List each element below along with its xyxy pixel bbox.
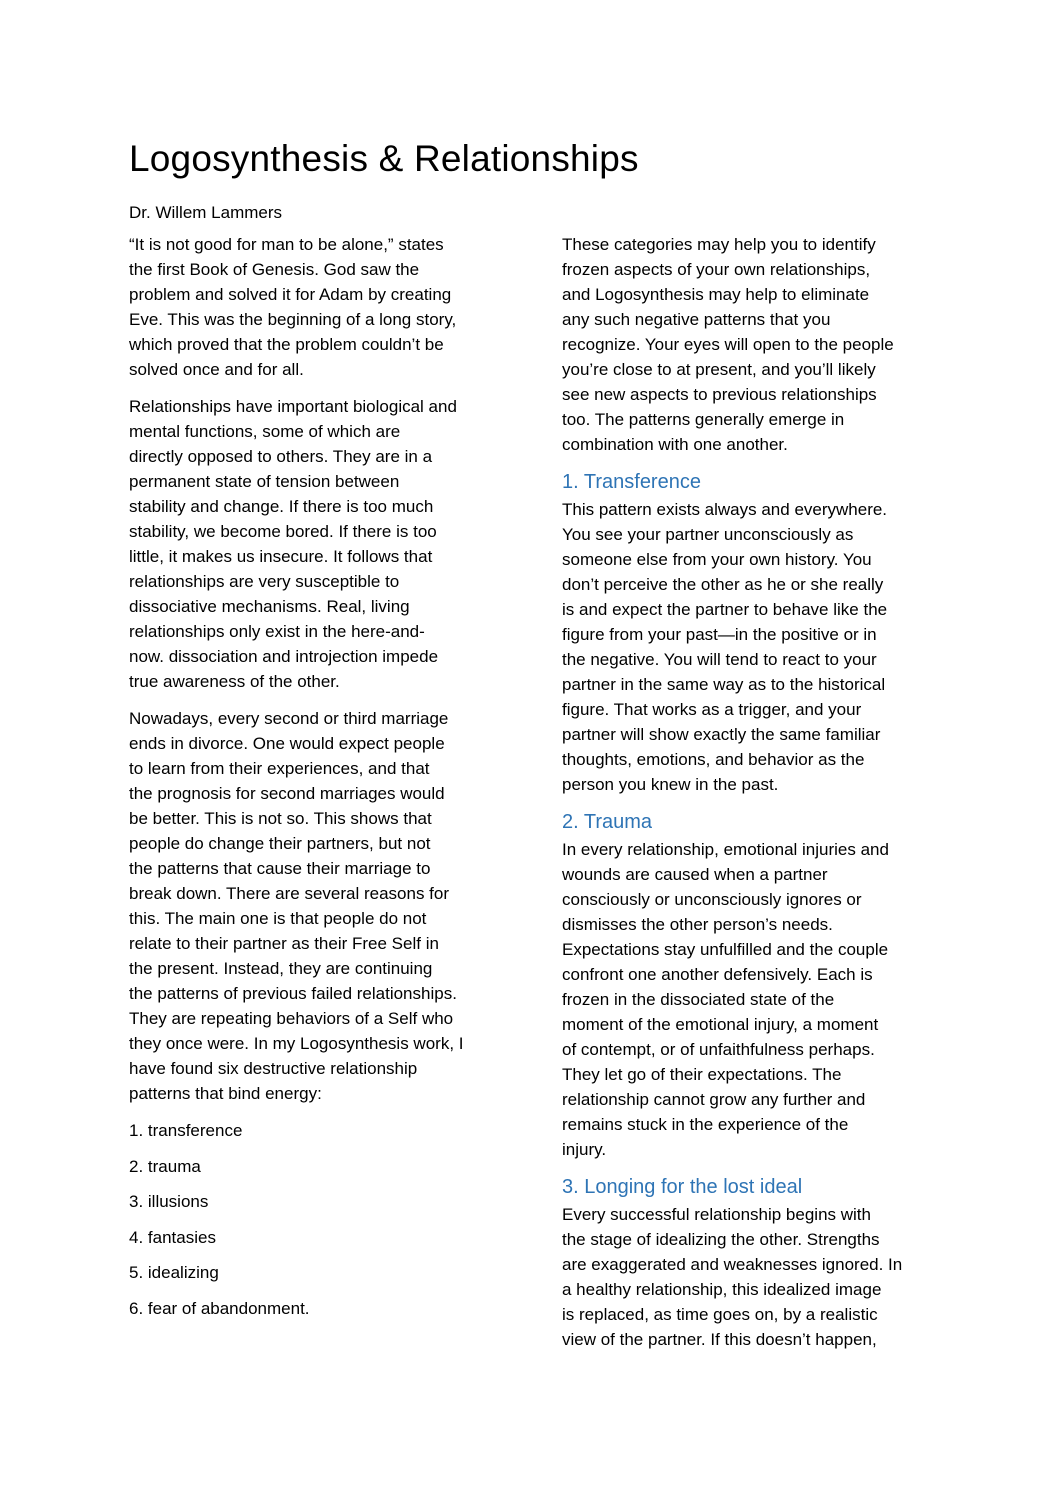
- text-line: little, it makes us insecure. It follows that: [129, 547, 433, 566]
- text-line: they once were. In my Logosynthesis work, I: [129, 1034, 464, 1053]
- list-item: 5. idealizing: [129, 1263, 219, 1282]
- text-line: permanent state of tension between: [129, 472, 400, 491]
- text-line: is replaced, as time goes on, by a realistic: [562, 1305, 878, 1324]
- text-line: of contempt, or of unfaithfulness perhaps.: [562, 1040, 875, 1059]
- text-line: this. The main one is that people do not: [129, 909, 427, 928]
- text-line: the stage of idealizing the other. Strengths: [562, 1230, 880, 1249]
- text-line: mental functions, some of which are: [129, 422, 401, 441]
- text-line: view of the partner. If this doesn’t happen,: [562, 1330, 877, 1349]
- text-line: patterns that bind energy:: [129, 1084, 322, 1103]
- text-line: break down. There are several reasons for: [129, 884, 450, 903]
- text-line: stability, we become bored. If there is too: [129, 522, 437, 541]
- text-line: the negative. You will tend to react to your: [562, 650, 877, 669]
- text-line: relate to their partner as their Free Self in: [129, 934, 439, 953]
- body-paragraph: [129, 706, 501, 1106]
- text-line: Every successful relationship begins with: [562, 1205, 871, 1224]
- text-line: Relationships have important biological and: [129, 397, 457, 416]
- text-line: solved once and for all.: [129, 360, 304, 379]
- left-paragraphs: [129, 232, 501, 1106]
- text-line: These categories may help you to identify: [562, 235, 876, 254]
- text-line: remains stuck in the experience of the: [562, 1115, 849, 1134]
- author-line: Dr. Willem Lammers: [129, 203, 283, 222]
- text-line: dissociative mechanisms. Real, living: [129, 597, 410, 616]
- text-line: are exaggerated and weaknesses ignored. In: [562, 1255, 903, 1274]
- text-line: relationships only exist in the here-and-: [129, 622, 425, 641]
- text-line: Expectations stay unfulfilled and the couple: [562, 940, 889, 959]
- pattern-list: [129, 1118, 501, 1331]
- text-line: you’re close to at present, and you’ll likely: [562, 360, 876, 379]
- text-line: combination with one another.: [562, 435, 788, 454]
- text-line: any such negative patterns that you: [562, 310, 831, 329]
- text-line: In every relationship, emotional injuries and: [562, 840, 889, 859]
- list-item: 4. fantasies: [129, 1227, 216, 1247]
- text-line: see new aspects to previous relationships: [562, 385, 877, 404]
- text-line: This pattern exists always and everywhere.: [562, 500, 888, 519]
- text-line: partner in the same way as to the historical: [562, 675, 886, 694]
- section-heading: 1. Transference: [562, 471, 701, 493]
- list-item: 2. trauma: [129, 1156, 201, 1176]
- text-line: dismisses the other person’s needs.: [562, 915, 833, 934]
- section-paragraph: [562, 497, 934, 797]
- text-line: too. The patterns generally emerge in: [562, 410, 845, 429]
- text-line: “It is not good for man to be alone,” states: [129, 235, 444, 254]
- text-line: to learn from their experiences, and that: [129, 759, 430, 778]
- text-line: the patterns that cause their marriage to: [129, 859, 431, 878]
- text-line: injury.: [562, 1140, 607, 1159]
- text-line: people do change their partners, but not: [129, 834, 431, 853]
- text-line: relationship cannot grow any further and: [562, 1090, 866, 1109]
- list-item: 3. illusions: [129, 1192, 209, 1211]
- text-line: partner will show exactly the same familiar: [562, 725, 881, 744]
- text-line: directly opposed to others. They are in a: [129, 447, 433, 466]
- text-line: frozen aspects of your own relationships,: [562, 260, 871, 279]
- text-line: now. dissociation and introjection impede: [129, 647, 439, 666]
- left-column: [129, 232, 501, 1331]
- intro-paragraph: [562, 232, 934, 457]
- text-line: problem and solved it for Adam by creating: [129, 285, 452, 304]
- text-line: the prognosis for second marriages would: [129, 784, 445, 803]
- text-line: be better. This is not so. This shows that: [129, 809, 432, 828]
- document-title: Logosynthesis & Relationships: [129, 138, 639, 179]
- text-line: which proved that the problem couldn’t be: [129, 335, 444, 354]
- text-line: person you knew in the past.: [562, 775, 779, 794]
- text-line: don’t perceive the other as he or she really: [562, 575, 884, 594]
- section-paragraph: [562, 1202, 934, 1352]
- text-line: someone else from your own history. You: [562, 550, 872, 569]
- text-line: the patterns of previous failed relationships.: [129, 984, 457, 1003]
- text-line: the present. Instead, they are continuing: [129, 959, 433, 978]
- text-line: wounds are caused when a partner: [562, 865, 828, 884]
- body-paragraph: [129, 394, 501, 694]
- right-column: [562, 232, 934, 1363]
- text-line: Eve. This was the beginning of a long story,: [129, 310, 457, 329]
- section-heading: 3. Longing for the lost ideal: [562, 1176, 803, 1198]
- text-line: is and expect the partner to behave like the: [562, 600, 888, 619]
- body-paragraph: [129, 232, 501, 382]
- text-line: ends in divorce. One would expect people: [129, 734, 445, 753]
- text-line: stability and change. If there is too much: [129, 497, 434, 516]
- list-item: 1. transference: [129, 1121, 243, 1140]
- text-line: consciously or unconsciously ignores or: [562, 890, 862, 909]
- text-line: They let go of their expectations. The: [562, 1065, 842, 1084]
- section-paragraph: [562, 837, 934, 1162]
- text-line: true awareness of the other.: [129, 672, 340, 691]
- text-line: recognize. Your eyes will open to the people: [562, 335, 894, 354]
- text-line: confront one another defensively. Each is: [562, 965, 873, 984]
- text-line: moment of the emotional injury, a moment: [562, 1015, 879, 1034]
- text-line: and Logosynthesis may help to eliminate: [562, 285, 870, 304]
- text-line: have found six destructive relationship: [129, 1059, 418, 1078]
- text-line: a healthy relationship, this idealized image: [562, 1280, 882, 1299]
- list-item: 6. fear of abandonment.: [129, 1298, 310, 1318]
- text-line: relationships are very susceptible to: [129, 572, 400, 591]
- text-line: They are repeating behaviors of a Self who: [129, 1009, 454, 1028]
- text-line: thoughts, emotions, and behavior as the: [562, 750, 865, 769]
- right-sections: [562, 470, 934, 1352]
- text-line: frozen in the dissociated state of the: [562, 990, 835, 1009]
- section-heading: 2. Trauma: [562, 811, 653, 833]
- text-line: You see your partner unconsciously as: [562, 525, 854, 544]
- text-line: figure from your past—in the positive or in: [562, 625, 877, 644]
- text-line: the first Book of Genesis. God saw the: [129, 260, 420, 279]
- text-line: figure. That works as a trigger, and your: [562, 700, 862, 719]
- text-line: Nowadays, every second or third marriage: [129, 709, 449, 728]
